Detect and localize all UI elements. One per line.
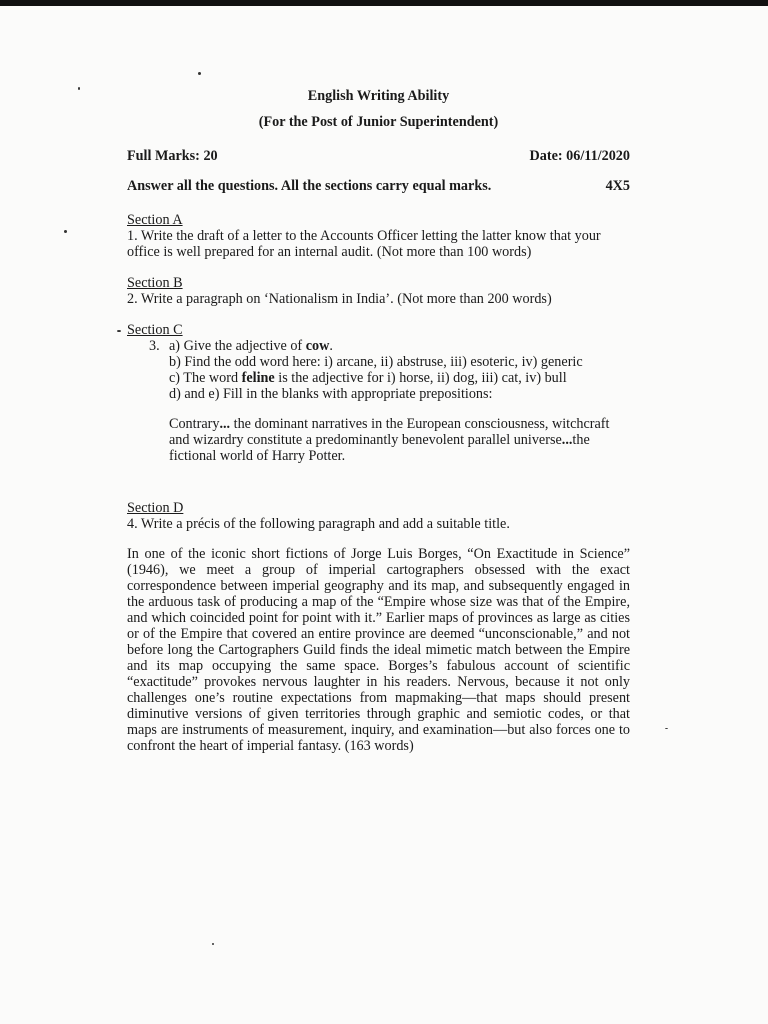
scan-speck — [665, 728, 668, 729]
section-c — [127, 322, 630, 464]
question-3-a-text — [169, 338, 630, 354]
question-1-line-1: 1. Write the draft of a letter to the Accounts Officer letting the latter know that your — [127, 228, 601, 244]
instruction-text: Answer all the questions. All the sections carry equal marks. — [127, 178, 492, 194]
section-b-heading: Section B — [127, 275, 183, 291]
passage-text-2: and wizardry constitute a predominantly benevolent parallel universe — [169, 432, 562, 448]
marks-scheme: 4X5 — [605, 178, 630, 194]
scan-speck — [78, 87, 80, 90]
scan-top-edge — [0, 0, 768, 6]
exam-date: Date: 06/11/2020 — [529, 148, 630, 164]
question-3-c-post: is the adjective for i) horse, ii) dog, iii) cat, iv) bull — [274, 370, 567, 386]
passage-word-contrary: Contrary — [169, 416, 220, 432]
fill-in-passage — [149, 416, 630, 464]
passage-line-1 — [169, 416, 630, 432]
question-3-c — [149, 370, 630, 386]
section-d-heading: Section D — [127, 500, 184, 516]
question-2: 2. Write a paragraph on ‘Nationalism in India’. (Not more than 200 words) — [127, 291, 552, 307]
question-3-a — [149, 338, 630, 354]
question-3-c-pre: c) The word — [169, 370, 242, 386]
section-a — [127, 212, 630, 260]
paper-title: English Writing Ability — [307, 88, 450, 104]
question-3-a-pre: a) Give the adjective of — [169, 338, 306, 354]
section-a-heading: Section A — [127, 212, 183, 228]
marks-date-row — [127, 148, 630, 164]
passage-text-1: the dominant narratives in the European consciousness, witchcraft — [233, 416, 610, 432]
question-3-a-bold: cow — [305, 338, 330, 354]
exam-paper — [127, 88, 630, 769]
section-b — [127, 275, 630, 307]
blank-2: ... — [561, 432, 573, 448]
question-3-a-post: . — [329, 338, 333, 354]
passage-word-the: the — [572, 432, 590, 448]
section-d — [127, 500, 630, 754]
scan-speck — [64, 230, 67, 233]
paper-subtitle: (For the Post of Junior Superintendent) — [258, 114, 499, 130]
scan-speck — [117, 330, 121, 332]
passage-line-2 — [169, 432, 630, 448]
passage-line-3: fictional world of Harry Potter. — [169, 448, 346, 464]
question-3-b: b) Find the odd word here: i) arcane, ii) abstruse, iii) esoteric, iv) generic — [169, 354, 583, 370]
section-c-heading: Section C — [127, 322, 183, 338]
question-3 — [127, 338, 630, 464]
instruction-row — [127, 178, 630, 194]
question-3-number: 3. — [149, 338, 160, 354]
blank-1: ... — [219, 416, 234, 432]
scan-speck — [212, 943, 214, 945]
question-3-c-bold: feline — [241, 370, 275, 386]
full-marks: Full Marks: 20 — [127, 148, 218, 164]
scan-speck — [198, 72, 201, 75]
question-1-line-2: office is well prepared for an internal audit. (Not more than 100 words) — [127, 244, 532, 260]
question-3-d: d) and e) Fill in the blanks with appropriate prepositions: — [169, 386, 493, 402]
precis-paragraph: In one of the iconic short fictions of Jorge Luis Borges, “On Exactitude in Science” (1946), we meet a group of imperial cartographers obsessed with the exact correspondence between imperial geography and its map, and subsequently engaged in the arduous task of producing a map of the “Empire whose size was that of the Empire, and which coincided point for point with it.” Earlier maps of provinces as large as cities or of the Empire that covered an entire province are deemed “unconscionable,” and not before long the Cartographers Guild finds the ideal mimetic match between the Empire and its map occupying the same space. Borges’s fabulous account of scientific “exactitude” provokes nervous laughter in his readers. Nervous, because it not only challenges one’s routine expectations from mapmaking—that maps should present diminutive versions of given territories through graphic and semiotic codes, or that maps are instruments of measurement, inquiry, and examination—but also forces one to confront the heart of imperial fantasy. (163 words) — [127, 546, 630, 754]
question-4: 4. Write a précis of the following paragraph and add a suitable title. — [127, 516, 510, 532]
